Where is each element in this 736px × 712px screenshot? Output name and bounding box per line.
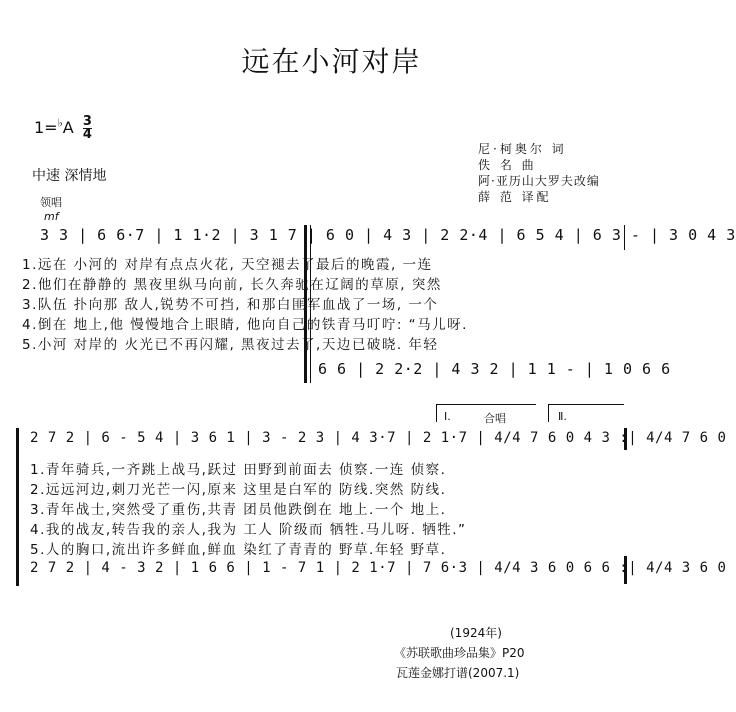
- source-reference: 《苏联歌曲珍品集》P20: [394, 646, 525, 660]
- system2-harmony: 2 7 2 | 4 - 3 2 | 1 6 6 | 1 - 7 1 | 2 1·7 | 7 6·3 | 4/4 3 6 0 6 6 :| 4/4 3 6 0: [30, 560, 727, 576]
- system1-harmony: 6 6 | 2 2·2 | 4 3 2 | 1 1 - | 1 0 6 6: [318, 360, 671, 378]
- system1-lyric-verse3: 3.队伍 扑向那 敌人,锐势不可挡, 和那白匪军血战了一场, 一个: [22, 297, 439, 313]
- system2-lyric-verse3: 3.青年战士,突然受了重伤,共青 团员他跌倒在 地上.一个 地上.: [30, 502, 447, 518]
- key-letter: A: [62, 118, 74, 137]
- key-prefix: 1=: [34, 118, 58, 137]
- system1-lyric-verse2: 2.他们在静静的 黑夜里纵马向前, 长久奔驰在辽阔的草原, 突然: [22, 277, 442, 293]
- composer-credit: 佚 名 曲: [478, 158, 537, 172]
- time-bottom: 4: [82, 127, 92, 142]
- key-signature: [34, 116, 92, 141]
- ending2-bracket-left: [548, 404, 549, 422]
- system1-lyric-verse4: 4.倒在 地上,他 慢慢地合上眼睛, 他向自己的铁青马叮咛: “马儿呀.: [22, 317, 468, 333]
- tempo-marking: 中速 深情地: [32, 168, 107, 184]
- ending1-label: Ⅰ.: [444, 410, 451, 423]
- system2-lyric-verse1: 1.青年骑兵,一齐跳上战马,跃过 田野到前面去 侦察.一连 侦察.: [30, 462, 447, 478]
- system1-lyric-verse5: 5.小河 对岸的 火光已不再闪耀, 黑夜过去了,天边已破晓. 年轻: [22, 337, 439, 353]
- song-title: 远在小河对岸: [241, 45, 422, 78]
- ending2-label: Ⅱ.: [558, 410, 567, 423]
- composition-year: (1924年): [450, 626, 502, 640]
- system2-lyric-verse5: 5.人的胸口,流出许多鲜血,鲜血 染红了青青的 野草.年轻 野草.: [30, 542, 447, 558]
- system2-melody: 2 7 2 | 6 - 5 4 | 3 6 1 | 3 - 2 3 | 4 3·7 | 2 1·7 | 4/4 7 6 0 4 3 :| 4/4 7 6 0: [30, 430, 727, 446]
- translator-credit: 薛 范 译配: [478, 190, 552, 204]
- adapter-credit: 阿·亚历山大罗夫改编: [478, 174, 600, 188]
- time-signature: [83, 116, 92, 141]
- time-top: 3: [82, 114, 92, 129]
- ending2-bracket: [548, 404, 624, 405]
- ending1-bracket: [436, 404, 536, 405]
- lyricist-credit: 尼·柯奥尔 词: [478, 142, 567, 156]
- dynamic-marking: mf: [44, 210, 59, 223]
- typist-credit: 瓦莲金娜打谱(2007.1): [396, 666, 520, 680]
- system2-lyric-verse4: 4.我的战友,转告我的亲人,我为 工人 阶级而 牺牲.马儿呀. 牺牲.”: [30, 522, 467, 538]
- leading-voice-label: 领唱: [40, 196, 62, 209]
- ending1-bracket-left: [436, 404, 437, 422]
- chorus-label: 合唱: [484, 412, 506, 425]
- system1-lyric-verse1: 1.远在 小河的 对岸有点点火花, 天空褪去了最后的晚霞, 一连: [22, 257, 433, 273]
- system1-melody: 3 3 | 6 6·7 | 1 1·2 | 3 1 7 | 6 0 | 4 3 | 2 2·4 | 6 5 4 | 6 3 - | 3 0 4 3: [40, 226, 736, 244]
- system2-brace: [16, 428, 19, 586]
- system2-lyric-verse2: 2.远远河边,刺刀光芒一闪,原来 这里是白军的 防线.突然 防线.: [30, 482, 447, 498]
- flat-sign: ♭: [57, 116, 63, 130]
